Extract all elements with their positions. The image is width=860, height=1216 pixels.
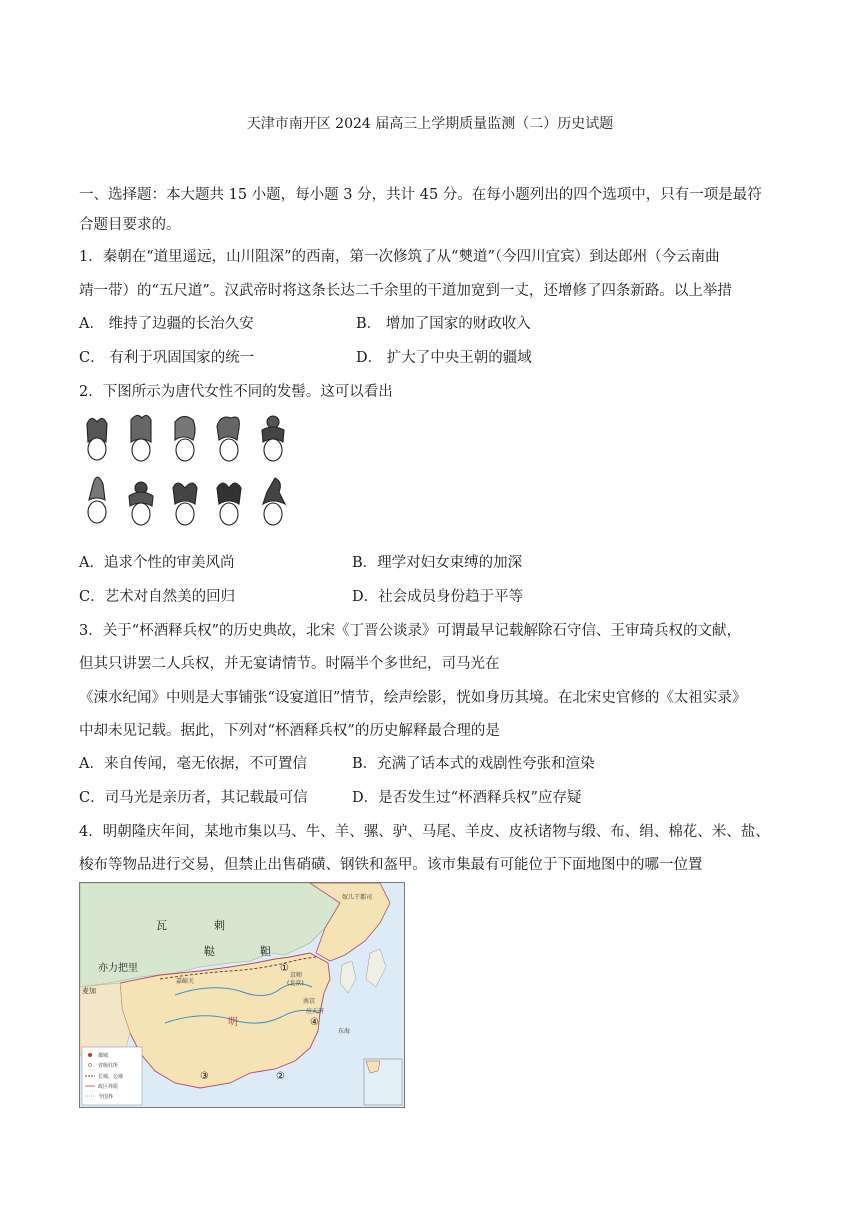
q1-option-c[interactable]: C． 有利于巩固国家的统一	[79, 350, 255, 366]
q2-stem-line1: 2．下图所示为唐代女性不同的发髻。这可以看出	[79, 384, 393, 400]
hairstyle-head-1	[87, 418, 107, 460]
hairstyle-head-6	[88, 477, 106, 523]
legend-boundary: 政区界限	[98, 1084, 119, 1090]
map-label-beijing: (北京)	[287, 980, 304, 987]
hairstyle-head-2	[131, 415, 151, 461]
q3-stem-line4: 中却未见记载。据此，下列对“杯酒释兵权”的历史解释最合理的是	[79, 723, 500, 739]
page-title: 天津市南开区 2024 届高三上学期质量监测（二）历史试题	[246, 116, 614, 132]
map-label-jiayuguan: 嘉峪关	[176, 978, 195, 985]
map-label-jingshi: 京师	[290, 972, 303, 979]
map-label-dan: 靼	[260, 945, 271, 958]
map-label-nanjing: 南京	[303, 998, 316, 1005]
legend-capital: 都城	[98, 1053, 109, 1059]
q3-stem-line1: 3．关于“杯酒释兵权”的历史典故，北宋《丁晋公谈录》可谓最早记载解除石守信、王审琦兵权的文献，	[79, 623, 742, 639]
hairstyle-head-5	[262, 416, 284, 461]
q2-option-b[interactable]: B．理学对妇女束缚的加深	[352, 555, 523, 571]
q1-option-a[interactable]: A． 维持了边疆的长治久安	[79, 316, 254, 332]
map-label-nuergan: 奴儿干都司	[342, 894, 373, 901]
q2-option-a[interactable]: A．追求个性的审美风尚	[79, 555, 235, 571]
ming-dynasty-map	[79, 882, 405, 1108]
map-marker-3: ③	[200, 1071, 209, 1082]
q2-option-d[interactable]: D．社会成员身份趋于平等	[352, 589, 524, 605]
q4-stem-line1: 4．明朝隆庆年间，某地市集以马、牛、羊、骡、驴、马尾、羊皮、皮袄诸物与缎、布、绢、棉花、米、盐、	[79, 824, 770, 840]
map-label-da: 鞑	[204, 945, 215, 958]
q3-option-b[interactable]: B．充满了话本式的戏剧性夸张和渲染	[352, 756, 595, 772]
hairstyle-head-3	[175, 416, 195, 461]
hairstyle-head-4	[217, 417, 239, 461]
q4-stem-line2: 梭布等物品进行交易，但禁止出售硝磺、钢铁和盔甲。该市集最有可能位于下面地图中的哪一位置	[79, 857, 703, 873]
hairstyle-head-9	[217, 483, 241, 525]
q1-option-d[interactable]: D． 扩大了中央王朝的疆域	[356, 350, 532, 366]
hairstyle-head-7	[129, 482, 153, 525]
map-label-ming: 明	[228, 1017, 238, 1028]
tang-hairstyles-figure	[79, 412, 299, 537]
map-label-wa: 瓦	[156, 919, 167, 932]
hairstyle-head-8	[173, 483, 197, 525]
q3-stem-line3: 《涑水纪闻》中则是大事铺张“设宴道旧”情节，绘声绘影，恍如身历其境。在北宋史官修的《太祖实录》	[79, 690, 747, 706]
hairstyle-head-10	[263, 478, 285, 525]
legend-great-wall: 长城、边墙	[98, 1074, 124, 1080]
map-marker-1: ①	[280, 963, 289, 974]
map-label-yingtianfu: 应天府	[306, 1008, 325, 1015]
map-marker-2: ②	[276, 1071, 285, 1082]
section-instructions-line2: 合题目要求的。	[79, 217, 181, 233]
q3-option-c[interactable]: C．司马光是亲历者，其记载最可信	[79, 790, 308, 806]
q1-stem-line1: 1．秦朝在“道里遥远，山川阻深”的西南，第一次修筑了从“僰道”（今四川宜宾）到达郎州（今云南曲	[79, 249, 720, 265]
map-label-yilibali: 亦力把里	[98, 963, 138, 974]
legend-provincial-seat: 省级驻所	[98, 1063, 119, 1069]
q1-stem-line2: 靖一带）的“五尺道”。汉武帝时将这条长达二千余里的干道加宽到一丈，还增修了四条新路。以上举措	[79, 283, 732, 299]
q2-option-c[interactable]: C．艺术对自然美的回归	[79, 589, 236, 605]
map-label-maijia: 麦加	[82, 987, 96, 995]
q1-option-b[interactable]: B． 增加了国家的财政收入	[356, 316, 531, 332]
q3-stem-line2: 但其只讲罢二人兵权，并无宴请情节。时隔半个多世纪，司马光在	[79, 656, 500, 672]
q3-option-a[interactable]: A．来自传闻，毫无依据，不可置信	[79, 756, 307, 772]
legend-modern-border: 今国界	[98, 1094, 114, 1100]
map-marker-4: ④	[310, 1017, 319, 1028]
section-instructions-line1: 一、选择题：本大题共 15 小题，每小题 3 分，共计 45 分。在每小题列出的四个选项中，只有一项是最符	[79, 187, 762, 203]
q3-option-d[interactable]: D．是否发生过“杯酒释兵权”应存疑	[352, 790, 582, 806]
map-label-la: 剌	[214, 919, 225, 932]
map-label-donghai: 东海	[338, 1028, 351, 1035]
